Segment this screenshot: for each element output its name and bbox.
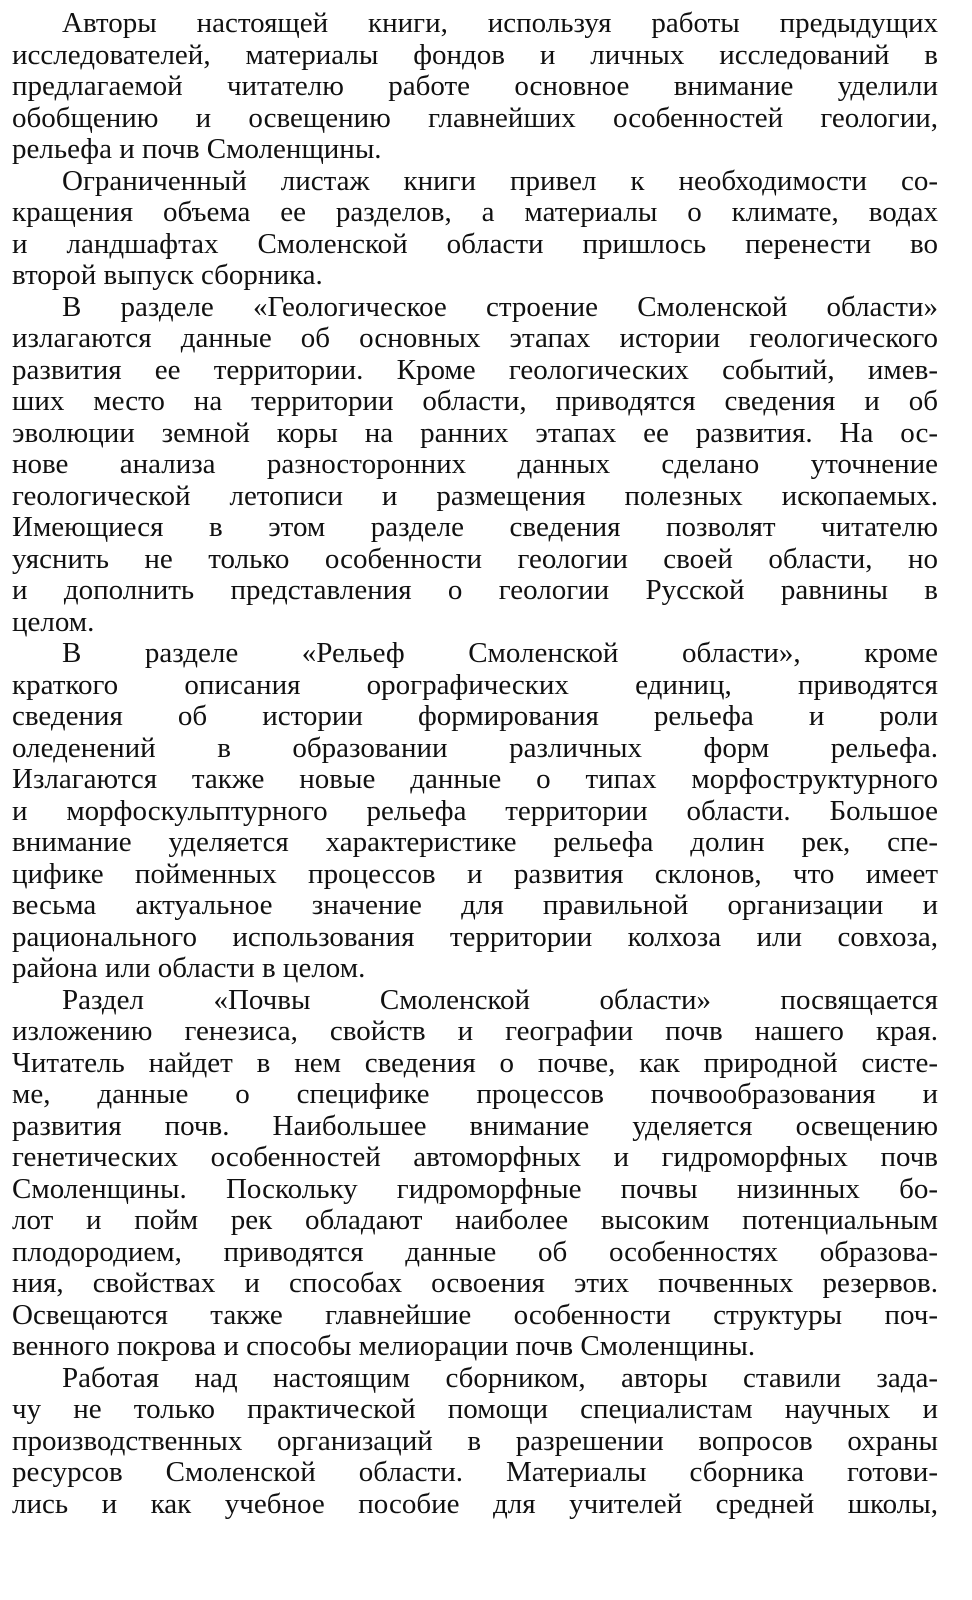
text-line: сведения об истории формирования рельефа и роли	[12, 700, 938, 732]
text-line: геологической летописи и размещения полезных ископаемых.	[12, 479, 938, 512]
text-line: второй выпуск сборника.	[12, 259, 323, 291]
text-line: рационального использования территории колхоза или совхоза,	[12, 920, 938, 953]
text-line: уяснить не только особенности геологии своей области, но	[12, 542, 938, 575]
text-line: внимание уделяется характеристике рельефа долин рек, спе-	[12, 826, 938, 858]
text-line: Имеющиеся в этом разделе сведения позволят читателю	[12, 511, 938, 543]
text-line: предлагаемой читателю работе основное внимание уделили	[12, 70, 938, 102]
text-line: генетических особенностей автоморфных и гидроморфных почв	[12, 1141, 938, 1173]
text-line: ме, данные о специфике процессов почвообразования и	[12, 1078, 938, 1110]
text-line: оледенений в образовании различных форм рельефа.	[12, 731, 938, 764]
text-line: обобщению и освещению главнейших особенностей геологии,	[12, 101, 938, 134]
text-line: исследователей, материалы фондов и личных исследований в	[12, 38, 938, 71]
paragraph-6	[12, 1363, 938, 1521]
text-line: Излагаются также новые данные о типах морфоструктурного	[12, 763, 938, 795]
text-line: Освещаются также главнейшие особенности структуры поч-	[12, 1298, 938, 1331]
paragraph-3	[12, 292, 938, 639]
text-line: Авторы настоящей книги, используя работы предыдущих	[62, 7, 938, 39]
text-line: нове анализа разносторонних данных сделано уточнение	[12, 448, 938, 480]
text-line: ресурсов Смоленской области. Материалы сборника готови-	[12, 1456, 938, 1488]
text-line: Читатель найдет в нем сведения о почве, как природной систе-	[12, 1046, 938, 1079]
text-line: целом.	[12, 605, 95, 638]
text-line: изложению генезиса, свойств и географии почв нашего края.	[12, 1015, 938, 1047]
text-line: эволюции земной коры на ранних этапах ее развития. На ос-	[12, 416, 938, 449]
text-line: Смоленщины. Поскольку гидроморфные почвы низинных бо-	[12, 1172, 938, 1205]
paragraph-1	[12, 8, 938, 166]
text-line: Работая над настоящим сборником, авторы ставили зада-	[62, 1361, 938, 1394]
text-line: Раздел «Почвы Смоленской области» посвящается	[62, 983, 938, 1016]
text-line: развития почв. Наибольшее внимание уделяется освещению	[12, 1109, 938, 1142]
text-line: лот и пойм рек обладают наиболее высоким потенциальным	[12, 1204, 938, 1236]
text-line: краткого описания орографических единиц, приводятся	[12, 668, 938, 701]
text-line: венного покрова и способы мелиорации почв Смоленщины.	[12, 1330, 756, 1362]
text-line: района или области в целом.	[12, 952, 366, 984]
paragraph-5	[12, 985, 938, 1363]
text-line: ния, свойствах и способах освоения этих почвенных резервов.	[12, 1267, 938, 1299]
text-line: кращения объема ее разделов, а материалы о климате, водах	[12, 196, 938, 228]
text-line: цифике пойменных процессов и развития склонов, что имеет	[12, 857, 938, 890]
text-line: и дополнить представления о геологии Русской равнины в	[12, 574, 938, 606]
text-line: лись и как учебное пособие для учителей средней школы,	[12, 1488, 938, 1520]
text-line: развития ее территории. Кроме геологических событий, имев-	[12, 353, 938, 386]
text-line: чу не только практической помощи специалистам научных и	[12, 1393, 938, 1425]
text-line: излагаются данные об основных этапах истории геологического	[12, 322, 938, 354]
text-line: В разделе «Рельеф Смоленской области», кроме	[62, 637, 938, 669]
body-text	[12, 8, 938, 1520]
text-line: В разделе «Геологическое строение Смоленской области»	[62, 290, 938, 323]
text-line: ших место на территории области, приводятся сведения и об	[12, 385, 938, 417]
text-line: Ограниченный листаж книги привел к необходимости со-	[62, 164, 938, 197]
text-line: плодородием, приводятся данные об особенностях образова-	[12, 1235, 938, 1268]
text-line: весьма актуальное значение для правильной организации и	[12, 889, 938, 921]
text-line: и ландшафтах Смоленской области пришлось перенести во	[12, 227, 938, 260]
text-line: и морфоскульптурного рельефа территории области. Большое	[12, 794, 938, 827]
paragraph-2	[12, 166, 938, 292]
text-line: рельефа и почв Смоленщины.	[12, 133, 382, 165]
text-line: производственных организаций в разрешении вопросов охраны	[12, 1424, 938, 1457]
paragraph-4	[12, 638, 938, 985]
